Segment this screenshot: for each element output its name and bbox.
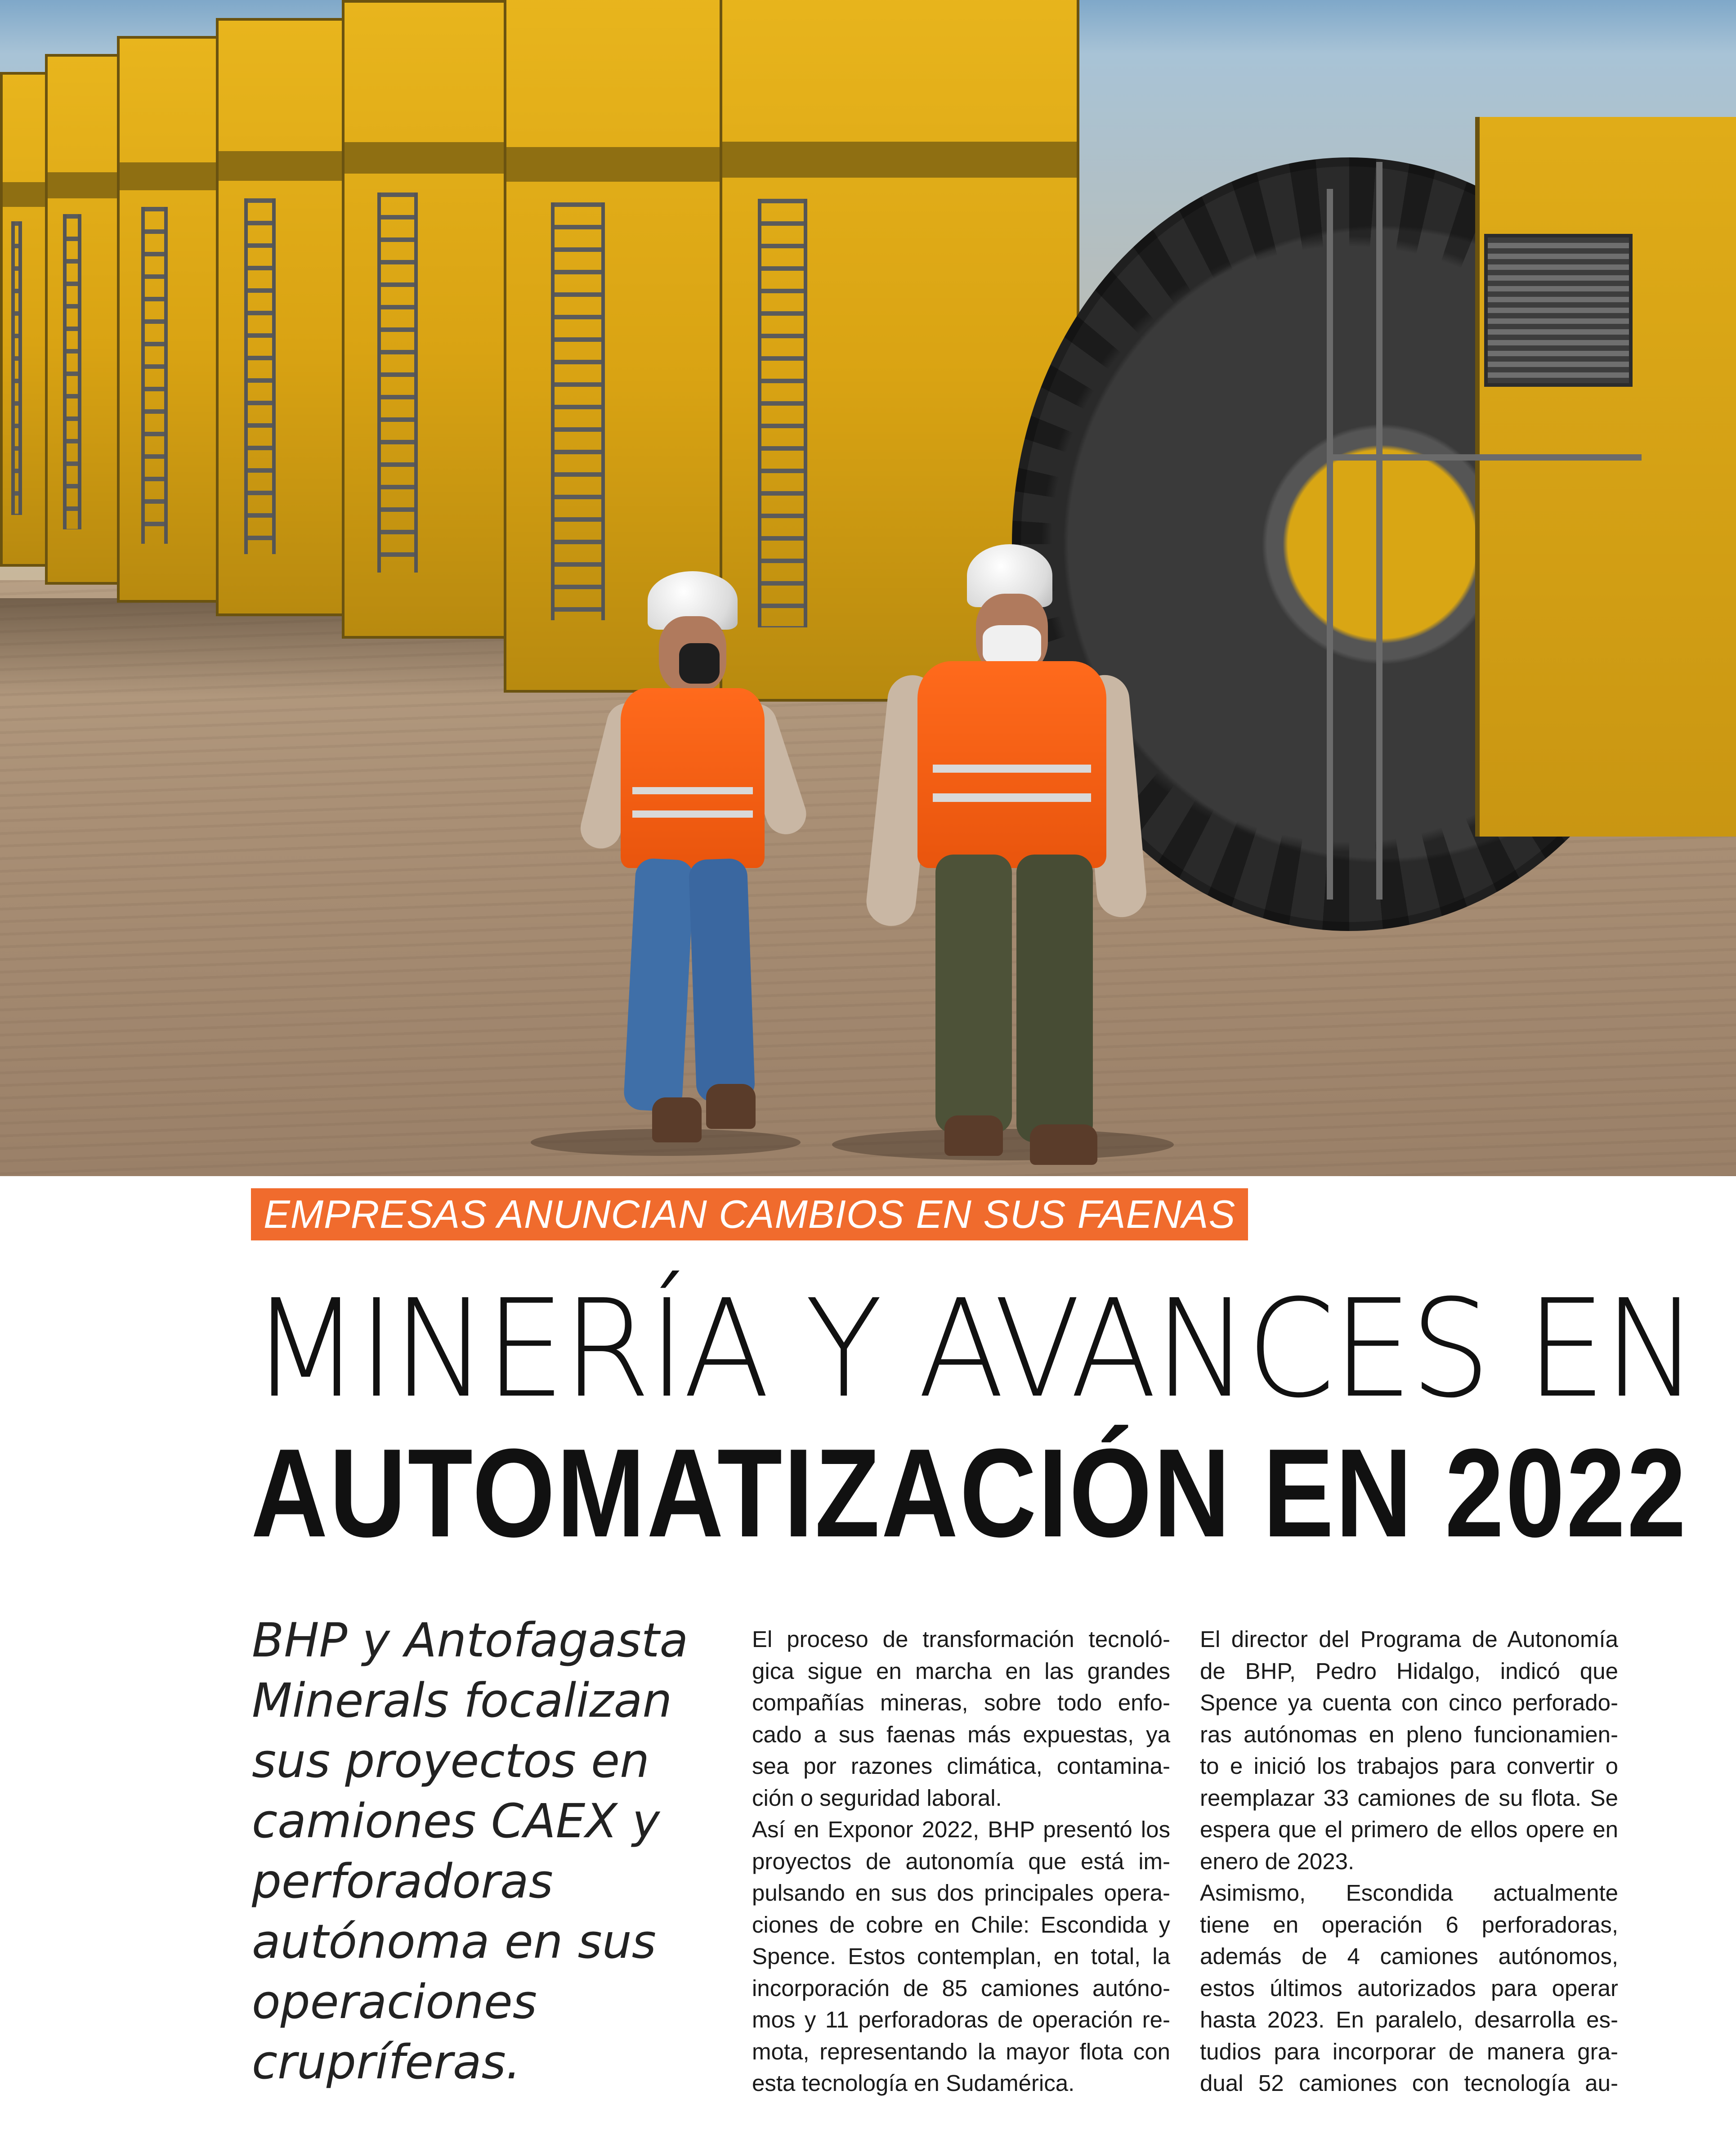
body-line: El proceso de transformación tecnoló-: [752, 1626, 1170, 1652]
handrail-3: [1327, 454, 1642, 461]
article-lead: [252, 1610, 702, 2092]
lead-line: operaciones: [252, 1974, 537, 2029]
headline-line-1: MINERÍA Y AVANCES EN: [251, 1271, 1696, 1428]
body-line: enero de 2023.: [1200, 1848, 1355, 1874]
body-line: además de 4 camiones autónomos,: [1200, 1943, 1618, 1969]
body-line: esta tecnología en Sudamérica.: [752, 2070, 1075, 2096]
body-line: estos últimos autorizados para operar: [1200, 1975, 1618, 2001]
handrail-1: [1327, 189, 1333, 900]
lead-line: BHP y Antofagasta: [252, 1613, 689, 1668]
body-line: ciones de cobre en Chile: Escondida y: [752, 1911, 1170, 1938]
body-line: gica sigue en marcha en las grandes: [752, 1658, 1170, 1684]
lead-line: sus proyectos en: [252, 1733, 649, 1788]
truck-mid-2: [342, 0, 531, 639]
lead-line: autónoma en sus: [252, 1914, 656, 1969]
body-line: dual 52 camiones con tecnología au-: [1200, 2070, 1618, 2096]
engine-grille: [1484, 234, 1633, 387]
body-line: de BHP, Pedro Hidalgo, indicó que: [1200, 1658, 1618, 1684]
body-column-2: [1200, 1624, 1618, 2099]
body-line: tiene en operación 6 perforadoras,: [1200, 1911, 1618, 1938]
body-line: mos y 11 perforadoras de operación re-: [752, 2007, 1170, 2032]
body-line: Spence ya cuenta con cinco perforado-: [1200, 1690, 1618, 1715]
worker-woman: [585, 567, 801, 1160]
body-line: Spence. Estos contemplan, en total, la: [752, 1943, 1170, 1969]
body-line: espera que el primero de ellos opere en: [1200, 1817, 1618, 1842]
headline-line-2: AUTOMATIZACIÓN EN 2022: [251, 1423, 1688, 1563]
body-line: Asimismo, Escondida actualmente: [1200, 1880, 1618, 1906]
body-line: ción o seguridad laboral.: [752, 1785, 1002, 1811]
body-line: ras autónomas en pleno funcionamien-: [1200, 1721, 1618, 1747]
worker-man: [868, 540, 1147, 1169]
body-line: reemplazar 33 camiones de su flota. Se: [1200, 1785, 1618, 1811]
body-line: to e inició los trabajos para convertir o: [1200, 1753, 1618, 1779]
truck-frame-right: [1475, 117, 1736, 837]
body-line: El director del Programa de Autonomía: [1200, 1626, 1618, 1652]
section-kicker: EMPRESAS ANUNCIAN CAMBIOS EN SUS FAENAS: [251, 1188, 1248, 1240]
lead-line: Minerals focalizan: [252, 1673, 672, 1728]
body-line: tudios para incorporar de manera gra-: [1200, 2038, 1618, 2064]
body-line: incorporación de 85 camiones autóno-: [752, 1975, 1170, 2001]
body-line: mota, representando la mayor flota con: [752, 2038, 1170, 2064]
body-line: Así en Exponor 2022, BHP presentó los: [752, 1817, 1170, 1842]
handrail-2: [1376, 162, 1383, 900]
lead-line: crupríferas.: [252, 2035, 521, 2090]
lead-line: camiones CAEX y: [252, 1794, 660, 1849]
body-line: hasta 2023. En paralelo, desarrolla es-: [1200, 2007, 1618, 2032]
body-line: cado a sus faenas más expuestas, ya: [752, 1721, 1170, 1747]
lead-line: perforadoras: [252, 1854, 553, 1909]
body-column-1: [752, 1624, 1170, 2099]
body-line: pulsando en sus dos principales opera-: [752, 1880, 1170, 1906]
body-line: proyectos de autonomía que está im-: [752, 1848, 1170, 1874]
body-line: compañías mineras, sobre todo enfo-: [752, 1690, 1170, 1715]
body-line: sea por razones climática, contamina-: [752, 1753, 1170, 1779]
